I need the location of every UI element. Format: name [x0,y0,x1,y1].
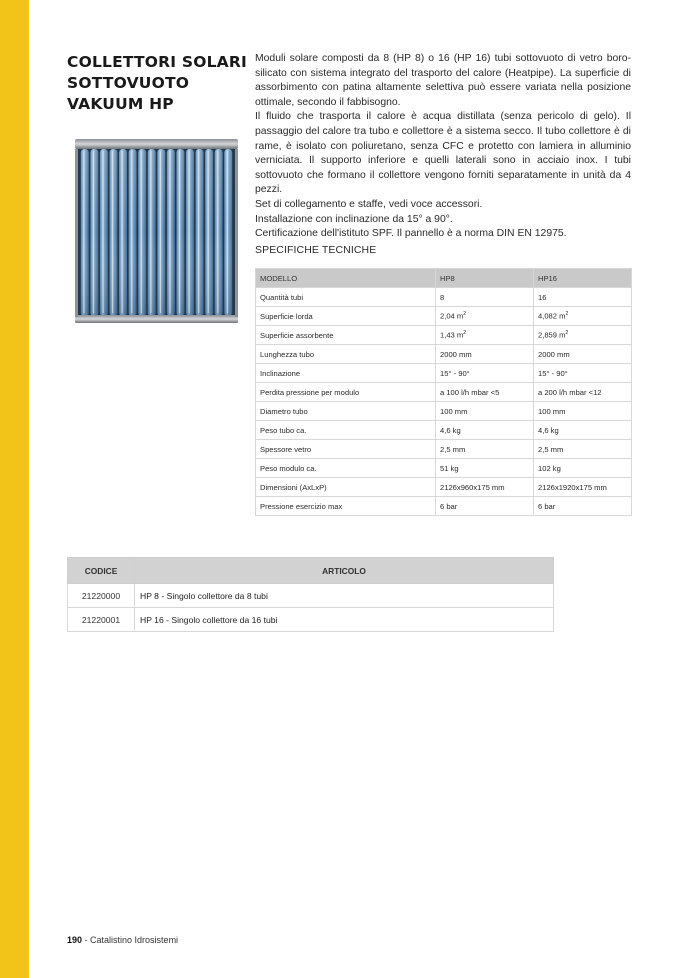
code-cell: 21220000 [68,584,135,608]
code-cell: 21220001 [68,608,135,632]
spec-cell-label: Peso tubo ca. [256,421,436,440]
description-paragraph-4: Installazione con inclinazione da 15° a 90°. [255,213,453,225]
spec-header-row [256,269,632,288]
table-row [256,478,632,497]
title-line-1: COLLETTORI SOLARI [67,53,247,71]
spec-heading: SPECIFICHE TECNICHE [255,244,377,256]
spec-cell-label: Dimensioni (AxLxP) [256,478,436,497]
spec-cell-label: Superficie assorbente [256,326,436,345]
spec-cell-hp16: 2,859 $m^2$ [534,326,632,345]
table-row [256,440,632,459]
spec-cell-hp16: 16 [534,288,632,307]
table-row [256,345,632,364]
table-row [256,288,632,307]
table-row [256,497,632,516]
spec-cell-label: Diametro tubo [256,402,436,421]
codes-header-article: ARTICOLO [135,558,554,584]
spec-cell-hp16: 4,082 $m^2$ [534,307,632,326]
article-cell: HP 16 - Singolo collettore da 16 tubi [135,608,554,632]
solar-collector-image [75,137,238,326]
table-row [256,383,632,402]
spec-cell-hp8: 100 mm [436,402,534,421]
title-line-2: SOTTOVUOTO [67,74,190,92]
spec-cell-hp16: 102 kg [534,459,632,478]
description-paragraph-3: Set di collegamento e staffe, vedi voce accessori. [255,198,483,210]
table-row [256,421,632,440]
spec-cell-hp16: 4,6 kg [534,421,632,440]
yellow-sidebar-band [0,0,29,978]
spec-cell-hp8: 2,04 $m^2$ [436,307,534,326]
spec-cell-hp16: 15° - 90° [534,364,632,383]
title-line-3: VAKUUM HP [67,95,174,113]
footer-text: - Catalistino Idrosistemi [82,935,179,945]
spec-cell-label: Quantità tubi [256,288,436,307]
spec-cell-label: Perdita pressione per modulo [256,383,436,402]
spec-cell-hp16: a 200 l/h mbar <12 [534,383,632,402]
spec-cell-hp8: a 100 l/h mbar <5 [436,383,534,402]
spec-cell-label: Peso modulo ca. [256,459,436,478]
spec-cell-hp8: 2,5 mm [436,440,534,459]
spec-cell-hp8: 4,6 kg [436,421,534,440]
spec-cell-hp16: 100 mm [534,402,632,421]
codes-table [67,557,554,632]
spec-cell-hp8: 2000 mm [436,345,534,364]
spec-header-hp8: HP8 [436,269,534,288]
spec-header-hp16: HP16 [534,269,632,288]
product-description [255,52,631,242]
description-paragraph-1: Moduli solare composti da 8 (HP 8) o 16 (HP 16) tubi sottovuoto di vetro boro-silicato con sistema integrato del trasporto del calore (Heatpipe). La superficie di assorbimento con patina altamente selettiva può essere variata nella posizione ottimale, secondo il fabbisogno. [255,53,631,108]
spec-cell-hp16: 2126x1920x175 mm [534,478,632,497]
spec-table [255,268,632,516]
spec-cell-hp8: 15° - 90° [436,364,534,383]
spec-cell-hp8: 6 bar [436,497,534,516]
spec-cell-hp16: 2000 mm [534,345,632,364]
spec-cell-label: Superficie lorda [256,307,436,326]
description-paragraph-5: Certificazione dell'istituto SPF. Il pannello è a norma DIN EN 12975. [255,228,567,240]
page-number: 190 [67,935,83,945]
page-footer [67,935,178,945]
table-row [256,326,632,345]
spec-cell-hp16: 6 bar [534,497,632,516]
spec-header-model: MODELLO [256,269,436,288]
table-row [256,364,632,383]
spec-cell-hp16: 2,5 mm [534,440,632,459]
table-row [256,307,632,326]
table-row [68,608,554,632]
spec-cell-label: Inclinazione [256,364,436,383]
spec-cell-label: Lunghezza tubo [256,345,436,364]
table-row [256,459,632,478]
spec-cell-hp8: 2126x960x175 mm [436,478,534,497]
table-row [256,402,632,421]
spec-cell-hp8: 51 kg [436,459,534,478]
description-paragraph-2: Il fluido che trasporta il calore è acqua distillata (senza pericolo di gelo). Il passaggio del calore tra tubo e collettore è a sistema secco. Il tubo collettore è di rame, è isolato con poliuretano, senza CFC e protetto con lamiera in alluminio verniciata. Il supporto inferiore e quelli laterali sono in acciaio inox. I tubi sottovuoto che formano il collettore vengono forniti separatamente in unità da 4 pezzi. [255,111,631,196]
page-title [67,52,247,115]
spec-cell-hp8: 1,43 $m^2$ [436,326,534,345]
spec-cell-label: Spessore vetro [256,440,436,459]
spec-cell-label: Pressione esercizio max [256,497,436,516]
spec-cell-hp8: 8 [436,288,534,307]
article-cell: HP 8 - Singolo collettore da 8 tubi [135,584,554,608]
codes-header-code: CODICE [68,558,135,584]
table-row [68,584,554,608]
codes-header-row [68,558,554,584]
